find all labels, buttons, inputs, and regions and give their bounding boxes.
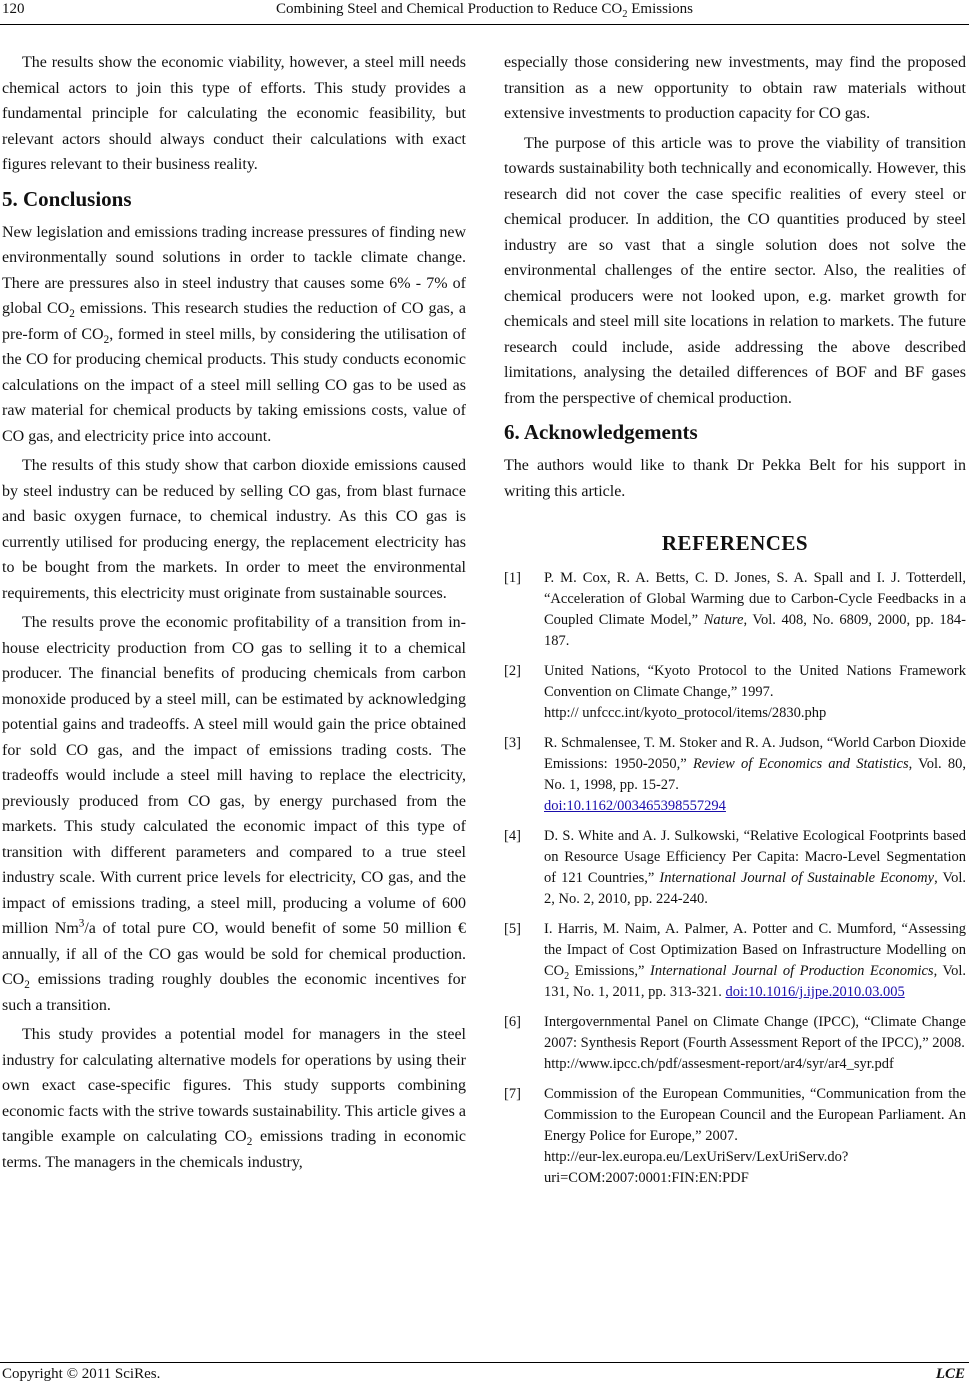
reference-text: United Nations, “Kyoto Protocol to the United Nations Framework Convention on Climate Change,” 1997. http:// unfccc.int/kyoto_protocol/items/2830.php <box>544 661 966 724</box>
page-footer <box>0 1362 969 1386</box>
reference-item <box>504 661 966 724</box>
copyright-notice: Copyright © 2011 SciRes. <box>2 1366 161 1382</box>
reference-item <box>504 568 966 652</box>
references-heading: REFERENCES <box>661 531 809 555</box>
reference-number: [6] <box>504 1014 521 1030</box>
conclusions-paragraph-1: New legislation and emissions trading increase pressures of finding new environmentally sound solutions in order to tackle climate change. There are pressures also in steel industry that causes some 6% - 7% of global $CO_2$ emissions. This research studies the reduction of CO gas, a pre-form of $CO_2$, formed in steel mills, by considering the utilisation of the CO for producing chemical products. This study conducts economic calculations on the impact of a steel mill selling CO gas to be used as raw material for chemical products by taking emissions costs, value of CO gas, and electricity price into account. <box>2 223 467 445</box>
acknowledgements-heading: 6. Acknowledgements <box>504 420 698 444</box>
acknowledgements-paragraph: The authors would like to thank Dr Pekka Belt for his support in writing this article. <box>504 457 966 500</box>
conclusions-heading: 5. Conclusions <box>2 186 132 211</box>
continued-paragraph: especially those considering new investments, may find the proposed transition as a new opportunity to obtain raw materials without extensive investments to production capacity for CO gas. <box>504 54 966 122</box>
page-number: 120 <box>2 1 25 17</box>
reference-text: I. Harris, M. Naim, A. Palmer, A. Potter and C. Mumford, “Assessing the Impact of Cost Optimization Based on Infrastructure Modelling on $CO_2$ Emissions,” International Journal of Production Economics, Vol. 131, No. 1, 2011, pp. 313-321. doi:10.1016/j.ijpe.2010.03.005 <box>544 921 967 1000</box>
intro-paragraph: The results show the economic viability, however, a steel mill needs chemical actors to join this type of efforts. This study provides a fundamental principle for calculating the economic feasibility, but relevant actors should always conduct their calculations with exact figures relevant to their business reality. <box>2 54 466 173</box>
left-column <box>2 50 466 1179</box>
journal-abbreviation: LCE <box>935 1366 965 1382</box>
reference-text: R. Schmalensee, T. M. Stoker and R. A. Judson, “World Carbon Dioxide Emissions: 1950-2050,” Review of Economics and Statistics, Vol. 80, No. 1, 1998, pp. 15-27. doi:10.1162/003465398557294 <box>544 735 966 814</box>
page-header <box>0 0 969 30</box>
running-title: Combining Steel and Chemical Production to Reduce $CO_2$ Emissions <box>276 1 693 20</box>
footer-rule <box>0 1362 969 1363</box>
reference-number: [2] <box>504 663 521 679</box>
reference-item <box>504 1084 966 1189</box>
doi-link[interactable]: doi:10.1016/j.ijpe.2010.03.005 <box>725 984 905 1000</box>
reference-text: D. S. White and A. J. Sulkowski, “Relative Ecological Footprints based on Resource Usage Efficiency Per Capita: Macro-Level Segmentation of 121 Countries,” International Journal of Sustainable Economy, Vol. 2, No. 2, 2010, pp. 224-240. <box>544 828 967 907</box>
reference-url: http://www.ipcc.ch/pdf/assesment-report/ar4/syr/ar4_syr.pdf <box>544 1056 894 1072</box>
reference-number: [5] <box>504 921 521 937</box>
reference-number: [3] <box>504 735 521 751</box>
reference-item <box>504 919 966 1003</box>
reference-url: http:// unfccc.int/kyoto_protocol/items/2830.php <box>544 705 827 721</box>
reference-text: Commission of the European Communities, “Communication from the Commission to the European Council and the European Parliament. An Energy Police for Europe,” 2007. http://eur-lex.europa.eu/LexUriServ/LexUriServ.do?uri=COM:2007:0001:FIN:EN:PDF <box>544 1084 966 1189</box>
header-rule <box>0 24 969 25</box>
conclusions-paragraph-4: This study provides a potential model for managers in the steel industry for calculating alternative models for operations by using their own exact case-specific figures. This study supports combining economic facts with the strive towards sustainability. This article gives a tangible example on calculating $CO_2$ emissions trading in economic terms. The managers in the chemicals industry, <box>2 1026 466 1171</box>
conclusions-paragraph-3: The results prove the economic profitability of a transition from in-house electricity production from CO gas to selling it to a chemical producer. The financial benefits of producing chemicals from carbon monoxide produced by a steel mill, can be estimated by acknowledging potential gains and tradeoffs. A steel mill would gain the price obtained for sold CO gas, and the impact of emissions trading costs. The tradeoffs would include a steel mill having to replace the electricity, previously produced from CO gas, by energy purchased from the markets. This study calculated the economic impact of this type of transition with different parameters and compared to a true steel industry scale. With current price levels for electricity, CO gas, and the impact of emissions trading, a steel mill, producing a volume of 600 million Nm$^3$/a of total pure CO, would benefit of some 50 million € annually, if all of the CO gas would be sold for chemical production. $CO_2$ emissions trading roughly doubles the economic incentives for such a transition. <box>2 614 466 1014</box>
reference-item <box>504 733 966 817</box>
reference-number: [1] <box>504 570 521 586</box>
reference-text: P. M. Cox, R. A. Betts, C. D. Jones, S. A. Spall and I. J. Totterdell, “Acceleration of Global Warming due to Carbon-Cycle Feedbacks in a Coupled Climate Model,” Nature, Vol. 408, No. 6809, 2000, pp. 184-187. <box>544 570 966 649</box>
reference-list <box>504 568 966 1189</box>
reference-item <box>504 1012 966 1075</box>
reference-number: [7] <box>504 1086 521 1102</box>
doi-link[interactable]: doi:10.1162/003465398557294 <box>544 798 726 814</box>
right-column <box>504 50 966 1198</box>
reference-text: Intergovernmental Panel on Climate Change (IPCC), “Climate Change 2007: Synthesis Report (Fourth Assessment Report of the IPCC),” 2008. http://www.ipcc.ch/pdf/assesment-report/ar4/syr/ar4_syr.pdf <box>544 1012 966 1075</box>
reference-url: http://eur-lex.europa.eu/LexUriServ/LexUriServ.do?uri=COM:2007:0001:FIN:EN:PDF <box>544 1149 849 1186</box>
conclusions-paragraph-2: The results of this study show that carbon dioxide emissions caused by steel industry can be reduced by selling CO gas, from blast furnace and basic oxygen furnace, to chemical industry. As this CO gas is currently utilised for producing energy, the replacement electricity has to be bought from the markets. In order to meet the environmental requirements, this electricity must originate from sustainable sources. <box>2 457 466 602</box>
reference-item <box>504 826 966 910</box>
purpose-paragraph: The purpose of this article was to prove the viability of transition towards sustainability both technically and economically. However, this research did not cover the case specific realities of every steel or chemical producer. In addition, the CO quantities produced by steel industry are so vast that a single solution does not solve the environmental challenges of the entire sector. Also, the realities of chemical producers were not looked upon, e.g. market growth for chemicals and steel mill site locations in relation to markets. The future research could include, aside addressing the above described limitations, analysing the detailed differences of BOF and BF gases from the perspective of chemical production. <box>504 134 966 407</box>
reference-number: [4] <box>504 828 521 844</box>
